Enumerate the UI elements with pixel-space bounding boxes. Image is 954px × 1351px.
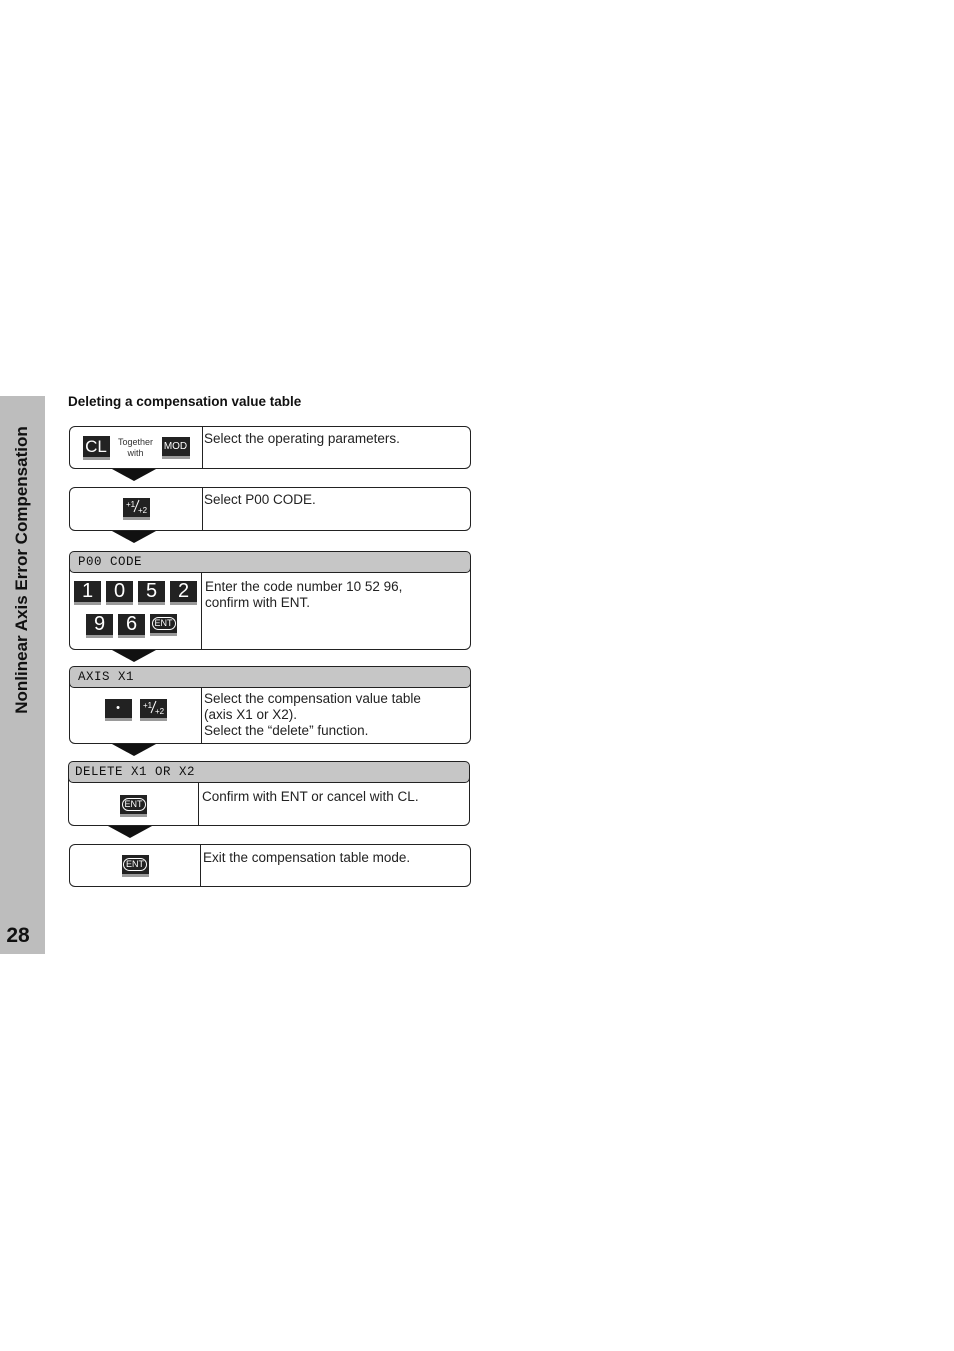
description-line: confirm with ENT.	[205, 595, 311, 610]
section-heading: Deleting a compensation value table	[68, 394, 302, 409]
step-select-p00-code	[69, 487, 471, 531]
step-enter-code	[69, 560, 471, 650]
step-description: Select the operating parameters.	[204, 431, 400, 446]
step-keys	[70, 561, 202, 649]
step-keys	[70, 488, 203, 530]
step-keys	[70, 427, 203, 468]
step-description: Confirm with ENT or cancel with CL.	[202, 789, 419, 804]
ent-key[interactable]	[120, 795, 147, 817]
svg-text:+2: +2	[155, 707, 164, 715]
arrow-down-icon	[112, 744, 156, 756]
digit-0-key[interactable]: 0	[106, 581, 133, 605]
arrow-down-icon	[112, 469, 156, 481]
ent-label: ENT	[152, 617, 176, 630]
arrow-down-icon	[108, 826, 152, 838]
display-screen: AXIS X1	[69, 666, 471, 688]
page-number: 28	[6, 924, 30, 947]
svg-text:+1: +1	[143, 701, 153, 710]
digit-row	[74, 581, 197, 605]
together-with-label: Together with	[117, 436, 154, 458]
step-description: Select P00 CODE.	[204, 492, 316, 507]
mod-key[interactable]: MOD	[162, 437, 190, 459]
description-line: Select the “delete” function.	[204, 723, 369, 738]
ent-label: ENT	[123, 858, 147, 871]
step-keys	[70, 845, 201, 886]
description-line: Enter the code number 10 52 96,	[205, 579, 403, 594]
plus-minus-arrow-icon	[125, 498, 147, 514]
digit-9-key[interactable]: 9	[86, 614, 113, 638]
svg-text:+2: +2	[138, 506, 147, 514]
step-exit-table-mode	[69, 844, 471, 887]
digit-2-key[interactable]: 2	[170, 581, 197, 605]
step-description	[204, 691, 464, 739]
display-screen: P00 CODE	[69, 551, 471, 573]
step-description: Exit the compensation table mode.	[203, 850, 411, 865]
arrow-down-icon	[112, 531, 156, 543]
step-select-operating-parameters	[69, 426, 471, 469]
digit-row	[86, 614, 177, 638]
ent-key[interactable]	[150, 614, 177, 636]
digit-5-key[interactable]: 5	[138, 581, 165, 605]
ent-label: ENT	[122, 798, 146, 811]
cl-key[interactable]: CL	[83, 436, 110, 460]
plus-minus-arrow-icon	[142, 699, 164, 715]
decimal-point-key[interactable]: •	[105, 699, 132, 721]
description-line: Select the compensation value table	[204, 691, 421, 706]
description-line: (axis X1 or X2).	[204, 707, 298, 722]
digit-1-key[interactable]: 1	[74, 581, 101, 605]
ent-key[interactable]	[122, 855, 149, 877]
svg-text:+1: +1	[126, 500, 136, 509]
arrow-down-icon	[112, 650, 156, 662]
chapter-title: Nonlinear Axis Error Compensation	[12, 426, 31, 714]
display-screen: DELETE X1 OR X2	[68, 761, 470, 783]
sign-key[interactable]	[123, 498, 150, 520]
step-description	[205, 579, 464, 611]
sign-key[interactable]	[140, 699, 167, 721]
digit-6-key[interactable]: 6	[118, 614, 145, 638]
